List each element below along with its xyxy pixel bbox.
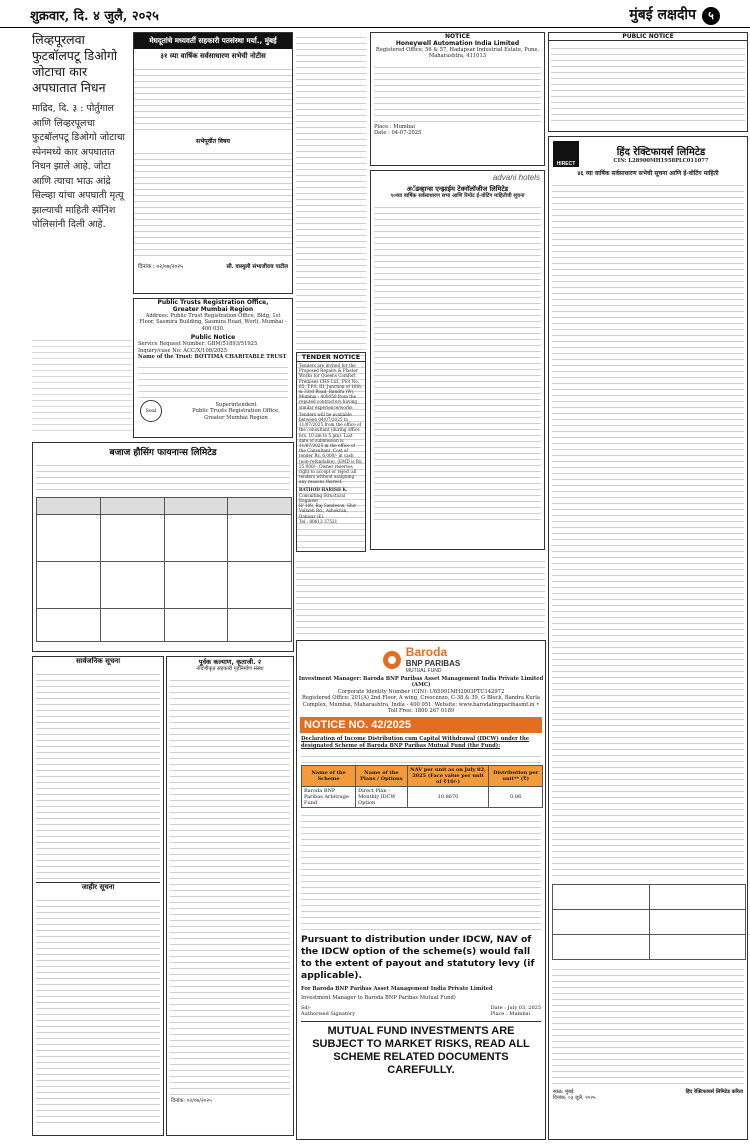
header-title: मुंबई लक्षदीप ५ [629, 5, 720, 25]
society-date: दिनांक: ०२/०७/२०२५ [171, 1098, 212, 1105]
tender-signatory-address: B/ 108, Raj Sandeson, Shiv Vallabh Rd., Ashokvan, Dahisar (E). [299, 503, 357, 519]
page-header [0, 0, 750, 28]
bnp-th-nav: NAV per unit as on July 02, 2025 (Face value per unit of ₹10/-) [407, 766, 489, 787]
bnp-td-scheme: Baroda BNP Paribas Arbitrage Fund [302, 787, 356, 808]
honeywell-address: Registered Office: 56 & 57, Hadapsar Industrial Estate, Pune, Maharashtra, 411013 [375, 47, 540, 60]
society-title: पूर्वक कल्याण, कृताजी. २ [198, 658, 262, 666]
hind-logo: HIRECT [553, 141, 579, 167]
honeywell-place: Place : Mumbai [374, 123, 415, 130]
advani-heading: ९०व्या वार्षिक सर्वसाधारण सभा आणि रिमोट ई-वोटिंग माहितीची सूचना [390, 193, 525, 199]
bnp-place: Place : Mumbai [490, 1011, 531, 1018]
tender-body-2: Tenders will be available between 04/07/2025 to 11/07/2025 from the office of the consultant (during office hrs. 10 am to 5 pm). Last date of submission is 11/07/2025 in the office of the Consultant. Cost of tender Rs. 6,000/- in cash (non-refundable). (EMD is Rs. 25,000/-. Owner reserves right to accept or reject all tenders without assigning any reasons thereof. [299, 411, 363, 485]
bnp-logo [297, 641, 545, 674]
coop-subtitle: ३१ व्या वार्षिक सर्वसाधारण सभेची नोटीस [160, 52, 266, 60]
bnp-for-sub: Investment Manager to Baroda BNP Paribas Mutual Fund) [301, 994, 456, 1001]
trust-inquiry-no: Inquiry/case No: ACC/X/108/2025 [138, 347, 228, 354]
bnp-logo-bottom: BNP PARIBAS [405, 659, 461, 668]
public-notice-marathi-body [36, 669, 160, 879]
bnp-logo-icon [382, 650, 402, 670]
page-number: ५ [702, 7, 720, 25]
bnp-cin: Corporate Identity Number (CIN): U65991MH2003PTC142972 [337, 688, 505, 695]
coop-notice [133, 32, 293, 294]
football-headline: लिव्हपूरलवा फुटबॉलपटू डिओगो जोटाचा कार अपघातात निधन [32, 32, 118, 95]
bnp-logo-top: Baroda [405, 645, 448, 659]
bnp-td-nav: 10.8670 [407, 787, 489, 808]
public-trusts-notice [133, 298, 293, 438]
tender-signatory-title: Consulting Structural Engineer [299, 492, 346, 504]
trust-body [138, 362, 288, 398]
bnp-decl-body [301, 751, 541, 763]
bnp-terms [301, 810, 541, 930]
tender-notice [296, 352, 366, 552]
trust-service-no: Service Request Number: GBM/51893/51925 [138, 341, 258, 348]
trust-name: Name of the Trust: BOTTIMA CHARITABLE TRUST [138, 354, 287, 361]
central-news [296, 556, 545, 636]
coop-title: मेघदूतांचे मध्यवर्ती सहकारी पतसंस्था मर्या., मुंबई [134, 33, 292, 49]
honeywell-date: Date : 04-07-2025 [374, 130, 422, 137]
trust-address: Address: Public Trust Registration Office, Bldg, 1st Floor, Sasmira Building, Sasmira Road, Worli, Mumbai - 400 030. [139, 313, 287, 332]
left-column-text [32, 335, 132, 435]
coop-agenda [134, 148, 292, 260]
advani-body [374, 202, 541, 522]
honeywell-notice [370, 32, 545, 166]
advani-logo: advani hotels [492, 173, 540, 182]
bnp-pursuant: Pursuant to distribution under IDCW, NAV of the IDCW option of the scheme(s) would fall to the extent of payout and statutory levy (if applicable). [301, 934, 535, 982]
header-date: शुक्रवार, दि. ४ जुलै, २०२५ [30, 9, 159, 24]
notice-marathi-title-2: जाहीर सूचना [81, 883, 115, 891]
coop-rules-title: सभेपूर्वीत विषय [196, 138, 230, 145]
tender-title: TENDER NOTICE [297, 353, 365, 362]
bnp-reg: Registered Office: 201(A) 2nd Floor, A wing, Crescenzo, C-38 & 39, G Block, Bandra Kurla Complex, Mumbai, Maharashtra, India - 400 051. Website: www.barodabnpparibasmf.in • Toll Free: 1800 267 0189 [301, 695, 541, 715]
bnp-declaration: Declaration of Income Distribution cum Capital Withdrawal (IDCW) under the designated Scheme of Baroda BNP Paribas Mutual Fund (the Fund): [301, 736, 530, 749]
notice-marathi-body-2 [36, 895, 160, 1125]
bnp-th-scheme: Name of the Scheme [302, 766, 356, 787]
hind-signatory: हिंद रेक्टिफायर्स लिमिटेड करिता [685, 1089, 743, 1096]
bnp-logo-sub: MUTUAL FUND [405, 668, 442, 674]
hind-date: दिनांक: ०३ जुलै, २०२५ [553, 1095, 596, 1102]
bajaj-intro [36, 460, 290, 494]
tender-tel: Tel : 80613 37521 [299, 518, 338, 524]
bnp-td-distribution: 0.06 [489, 787, 543, 808]
hind-footer-text [552, 964, 744, 1084]
left-bottom-notices [32, 656, 164, 1136]
hind-title: हिंद रेक्टिफायर्स लिमिटेड [616, 146, 706, 158]
honeywell-body [374, 62, 541, 122]
bnp-table [301, 765, 543, 808]
honeywell-company: Honeywell Automation India Limited [395, 40, 520, 47]
trust-region: Greater Mumbai Region [172, 306, 254, 313]
public-notice-body [551, 43, 745, 123]
bnp-disclaimer: MUTUAL FUND INVESTMENTS ARE SUBJECT TO MARKET RISKS, READ ALL SCHEME RELATED DOCUMENTS CAREFULLY. [301, 1021, 541, 1077]
bnp-th-plan: Name of the Plans / Options [356, 766, 408, 787]
football-body: माद्रिद, दि. ३ : पोर्तुगाल आणि लिव्हरपूलचा फुटबॉलपटू डिओगो जोटाचा स्पेनमध्ये कार अपघातात निधन झाले आहे. जोटा आणि त्याचा भाऊ आंद्रे सिल्व्हा यांचा अपघाती मृत्यू झाल्याची माहिती स्पॅनिश पोलिसांनी दिली आहे. [32, 103, 125, 230]
tender-body: Tenders are invited for the Proposed Repairs & Plaster Works for Queens Comfort Premises CHS Ltd., Plot No. 65, T.P.S. III, Junction of 16th & 33rd Road, Bandra (W), Mumbai - 400050 from the reputed contractors having similar experience/works [299, 363, 361, 410]
bnp-td-plan: Direct Plan - Monthly IDCW Option [356, 787, 408, 808]
bajaj-title: बजाज हौसिंग फायनान्स लिमिटेड [109, 448, 217, 458]
society-body [170, 675, 290, 1095]
bajaj-table [36, 497, 292, 642]
bnp-th-distribution: Distribution per unit** (₹) [489, 766, 543, 787]
coop-date: दिनांक : ०२/०७/२०२५ [138, 264, 183, 270]
trust-seal-stamp: Seal [140, 400, 162, 422]
hind-table [552, 884, 746, 960]
hind-cin: CIN: L28900MH1958PLC011077 [613, 157, 709, 164]
coop-signatory: सौ. वास्युली संभाजीराव पाटील [226, 264, 288, 270]
bnp-notice-no: NOTICE NO. 42/2025 [300, 717, 542, 733]
coop-intro [134, 64, 292, 134]
bajaj-housing-notice [32, 442, 294, 652]
bnp-date: Date : July 03, 2025 [490, 1005, 541, 1012]
trust-office: Public Trusts Registration Office, [157, 299, 269, 306]
hind-body [552, 180, 744, 880]
advani-notice [370, 170, 545, 550]
bnp-sd: Sd/- [301, 1005, 311, 1012]
society-subtitle: नोंदणीकृत सहकारी गृहनिर्माण संस्था [196, 666, 264, 672]
public-notice [548, 32, 748, 132]
hind-place: स्थळ: मुंबई [553, 1089, 574, 1096]
trust-signatory: Superintendent Public Trusts Registration Office, Greater Mumbai Region [192, 401, 280, 421]
bnp-manager: Investment Manager: Baroda BNP Paribas Asset Management India Private Limited (AMC) [298, 676, 544, 689]
bnp-notice [296, 640, 546, 1140]
tender-signatory-name: RATHOD HARISH K. [299, 486, 348, 492]
bnp-authorised: Authorised Signatory [301, 1011, 356, 1018]
football-news [32, 32, 132, 332]
advani-company: अॅडव्हान्स एन्झाईम टेक्नॉलॉजीज लिमिटेड [406, 185, 509, 193]
hind-rectifiers-notice [548, 136, 748, 1140]
bnp-for: For Baroda BNP Paribas Asset Management India Private Limited [301, 986, 493, 993]
honeywell-title: NOTICE [445, 33, 470, 40]
public-notice-marathi-title: सार्वजनिक सूचना [75, 657, 121, 665]
hind-heading: ४६ व्या वार्षिक सर्वसाधारण सभेची सूचना आणि ई-वोटिंग माहिती [577, 170, 719, 177]
trust-notice-label: Public Notice [190, 334, 236, 342]
public-notice-title: PUBLIC NOTICE [549, 33, 747, 41]
society-notice [166, 656, 294, 1136]
